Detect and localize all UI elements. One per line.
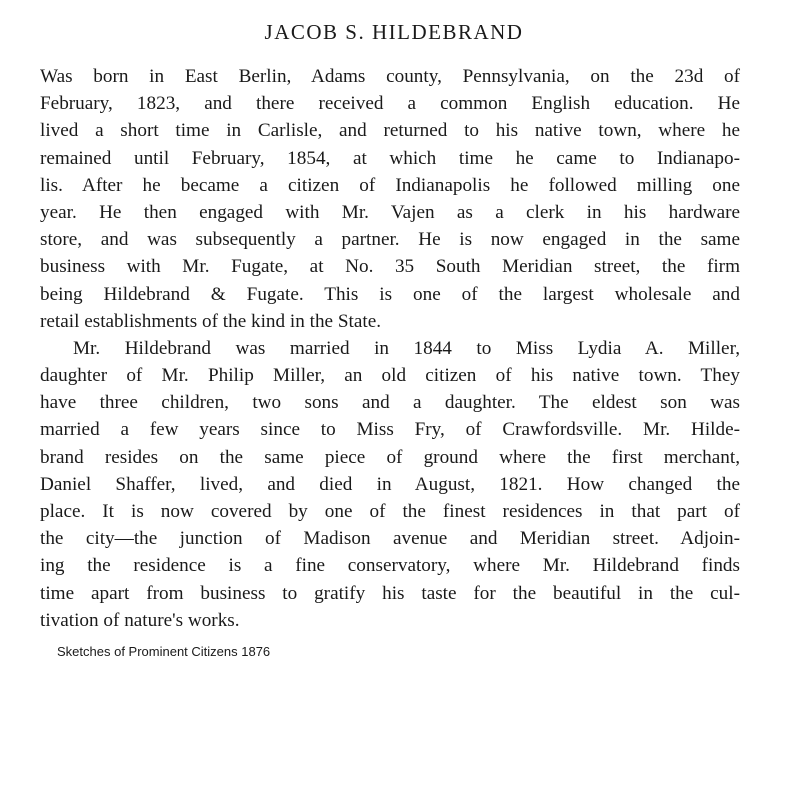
- text-line: lis. After he became a citizen of Indianapolis he followed milling one: [40, 174, 740, 196]
- text-line: business with Mr. Fugate, at No. 35 South Meridian street, the firm: [40, 256, 740, 278]
- text-line: store, and was subsequently a partner. He is now engaged in the same: [40, 229, 740, 251]
- text-line: tivation of nature's works.: [40, 609, 240, 631]
- page-title: JACOB S. HILDEBRAND: [264, 20, 524, 44]
- paragraph-2: [40, 335, 740, 634]
- text-line: the city—the junction of Madison avenue and Meridian street. Adjoin-: [40, 528, 740, 550]
- text-line: being Hildebrand & Fugate. This is one of the largest wholesale and: [40, 283, 740, 305]
- text-line: Was born in East Berlin, Adams county, Pennsylvania, on the 23d of: [40, 66, 740, 87]
- text-line: retail establishments of the kind in the State.: [40, 310, 382, 332]
- paragraph-1: [40, 63, 740, 335]
- text-line: brand resides on the same piece of ground where the first merchant,: [40, 446, 740, 468]
- text-line: February, 1823, and there received a common English education. He: [40, 93, 740, 115]
- document-body: [40, 63, 740, 634]
- text-line: Mr. Hildebrand was married in 1844 to Miss Lydia A. Miller,: [73, 337, 740, 359]
- text-line: time apart from business to gratify his taste for the beautiful in the cul-: [40, 582, 740, 604]
- source-caption: Sketches of Prominent Citizens 1876: [57, 644, 271, 659]
- text-line: lived a short time in Carlisle, and returned to his native town, where he: [40, 120, 740, 142]
- text-line: have three children, two sons and a daughter. The eldest son was: [40, 392, 740, 414]
- text-line: ing the residence is a fine conservatory, where Mr. Hildebrand finds: [40, 555, 740, 577]
- text-line: daughter of Mr. Philip Miller, an old citizen of his native town. They: [40, 365, 740, 387]
- text-line: remained until February, 1854, at which time he came to Indianapo-: [40, 147, 740, 169]
- text-line: married a few years since to Miss Fry, of Crawfordsville. Mr. Hilde-: [40, 419, 740, 441]
- text-line: year. He then engaged with Mr. Vajen as a clerk in his hardware: [40, 201, 740, 223]
- text-line: Daniel Shaffer, lived, and died in August, 1821. How changed the: [40, 473, 740, 495]
- text-line: place. It is now covered by one of the finest residences in that part of: [40, 501, 740, 522]
